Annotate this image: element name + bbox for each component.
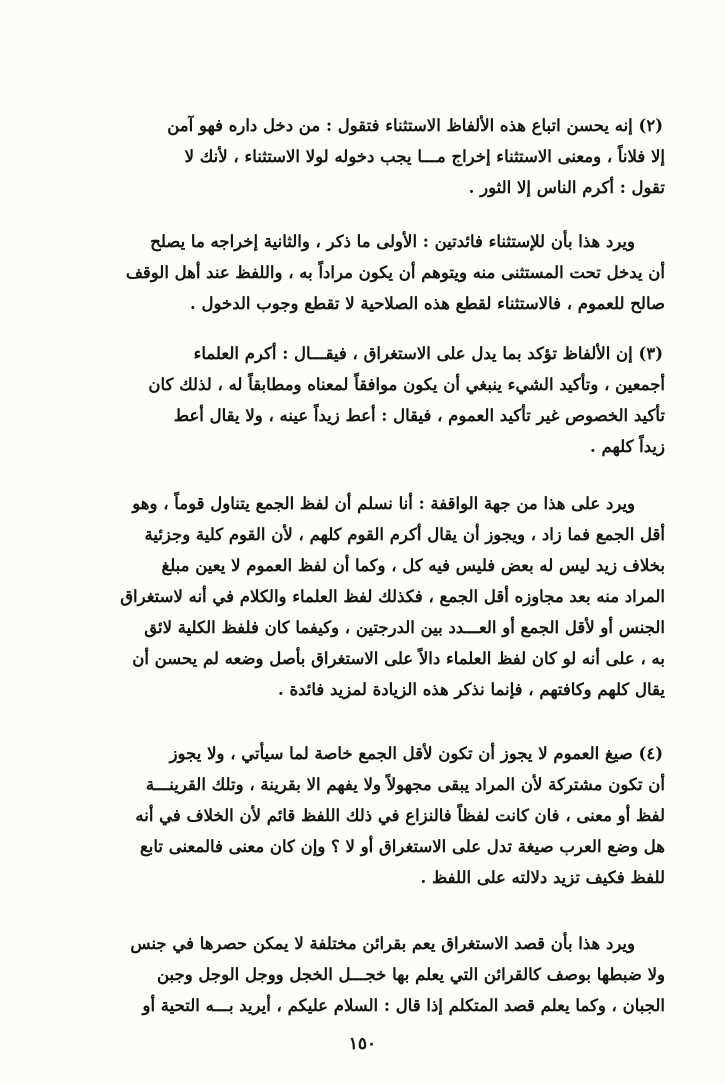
paragraph-point-2	[53, 110, 665, 203]
text-line: للفظ فكيف تزيد دلالته على اللفظ .	[420, 868, 665, 887]
text-line: ولا ضبطها بوصف كالقرائن التي يعلم بها خجـــل الخجل ووجل الوجل وجبن	[156, 965, 665, 984]
text-line: ويرد هذا بأن للإستثناء فائدتين : الأولى ما ذكر ، والثانية إخراجه ما يصلح	[150, 232, 635, 251]
text-line: أجمعين ، وتأكيد الشيء ينبغي أن يكون موافقاً لمعناه ومطابقاً له ، لذلك كان	[148, 375, 665, 394]
text-line: تأكيد الخصوص غير تأكيد العموم ، فيقال : أعط زيداً عينه ، ولا يقال أعط	[173, 406, 665, 425]
text-line: به ، على أنه لو كان لفظ العلماء دالاً على الاستغراق بأصل وضعه لم يحسن أن	[132, 649, 665, 668]
paragraph-rebuttal-2	[53, 488, 665, 705]
text-line: المراد منه بعد مجاوزه أقل الجمع ، فكذلك لفظ العلماء والكلام في أنه لاستغراق	[120, 587, 665, 606]
text-line: (٣) إن الألفاظ تؤكد بما يدل على الاستغراق ، فيقـــال : أكرم العلماء	[193, 344, 663, 363]
text-line: تقول : أكرم الناس إلا الثور .	[468, 178, 665, 197]
text-line: الجبان ، وكما يعلم قصد المتكلم إذا قال : السلام عليكم ، أيريد بـــه التحية أو	[142, 996, 665, 1015]
text-line: ويرد هذا بأن قصد الاستغراق يعم بقرائن مختلفة لا يمكن حصرها في جنس	[130, 934, 635, 953]
text-line: هل وضع العرب صيغة تدل على الاستغراق أو لا ؟ وإن كان معنى فالمعنى تابع	[139, 837, 665, 856]
paragraph-rebuttal-1	[53, 226, 665, 319]
paragraph-point-4	[53, 738, 665, 893]
paragraph-rebuttal-3	[53, 928, 665, 1021]
text-line: بخلاف زيد ليس له بعض فليس فيه كل ، وكما أن لفظ العموم لا يعين مبلغ	[161, 556, 665, 575]
text-line: الجنس أو لأقل الجمع أو العـــدد بين الدرجتين ، وكيفما كان فلفظ الكلية لائق	[144, 618, 665, 637]
text-line: أن يدخل تحت المستثنى منه ويتوهم أن يكون مراداً به ، واللفظ عند أهل الوقف	[125, 263, 665, 282]
text-line: يقال كلهم وكافتهم ، فإنما نذكر هذه الزيادة لمزيد فائدة .	[277, 680, 665, 699]
paragraph-point-3	[53, 338, 665, 462]
text-line: ويرد على هذا من جهة الواقفة : أنا نسلم أن لفظ الجمع يتناول قوماً ، وهو	[132, 494, 635, 513]
text-line: أقل الجمع فما زاد ، ويجوز أن يقال أكرم القوم كلهم ، لأن القوم كلية وجزئية	[144, 525, 665, 544]
text-line: (٢) إنه يحسن اتباع هذه الألفاظ الاستثناء فتقول : من دخل داره فهو آمن	[167, 116, 663, 135]
text-line: لفظ أو معنى ، فان كانت لفظاً فالنزاع في ذلك اللفظ قائم لأن الخلاف في أنه	[135, 806, 665, 825]
text-line: أن تكون مشتركة لأن المراد يبقى مجهولاً ولا يفهم الا بقرينة ، وتلك القرينـــة	[145, 775, 665, 794]
text-line: إلا فلاناً ، ومعنى الاستثناء إخراج مـــا يجب دخوله لولا الاستثناء ، لأنك لا	[184, 147, 665, 166]
page-number: ١٥٠	[348, 1034, 377, 1054]
text-line: (٤) صيغ العموم لا يجوز أن تكون لأقل الجمع خاصة لما سيأتي ، ولا يجوز	[169, 744, 663, 763]
text-line: صالح للعموم ، فالاستثناء لقطع هذه الصلاحية لا تقطع وجوب الدخول .	[190, 294, 665, 313]
text-line: زيداً كلهم .	[590, 437, 665, 456]
